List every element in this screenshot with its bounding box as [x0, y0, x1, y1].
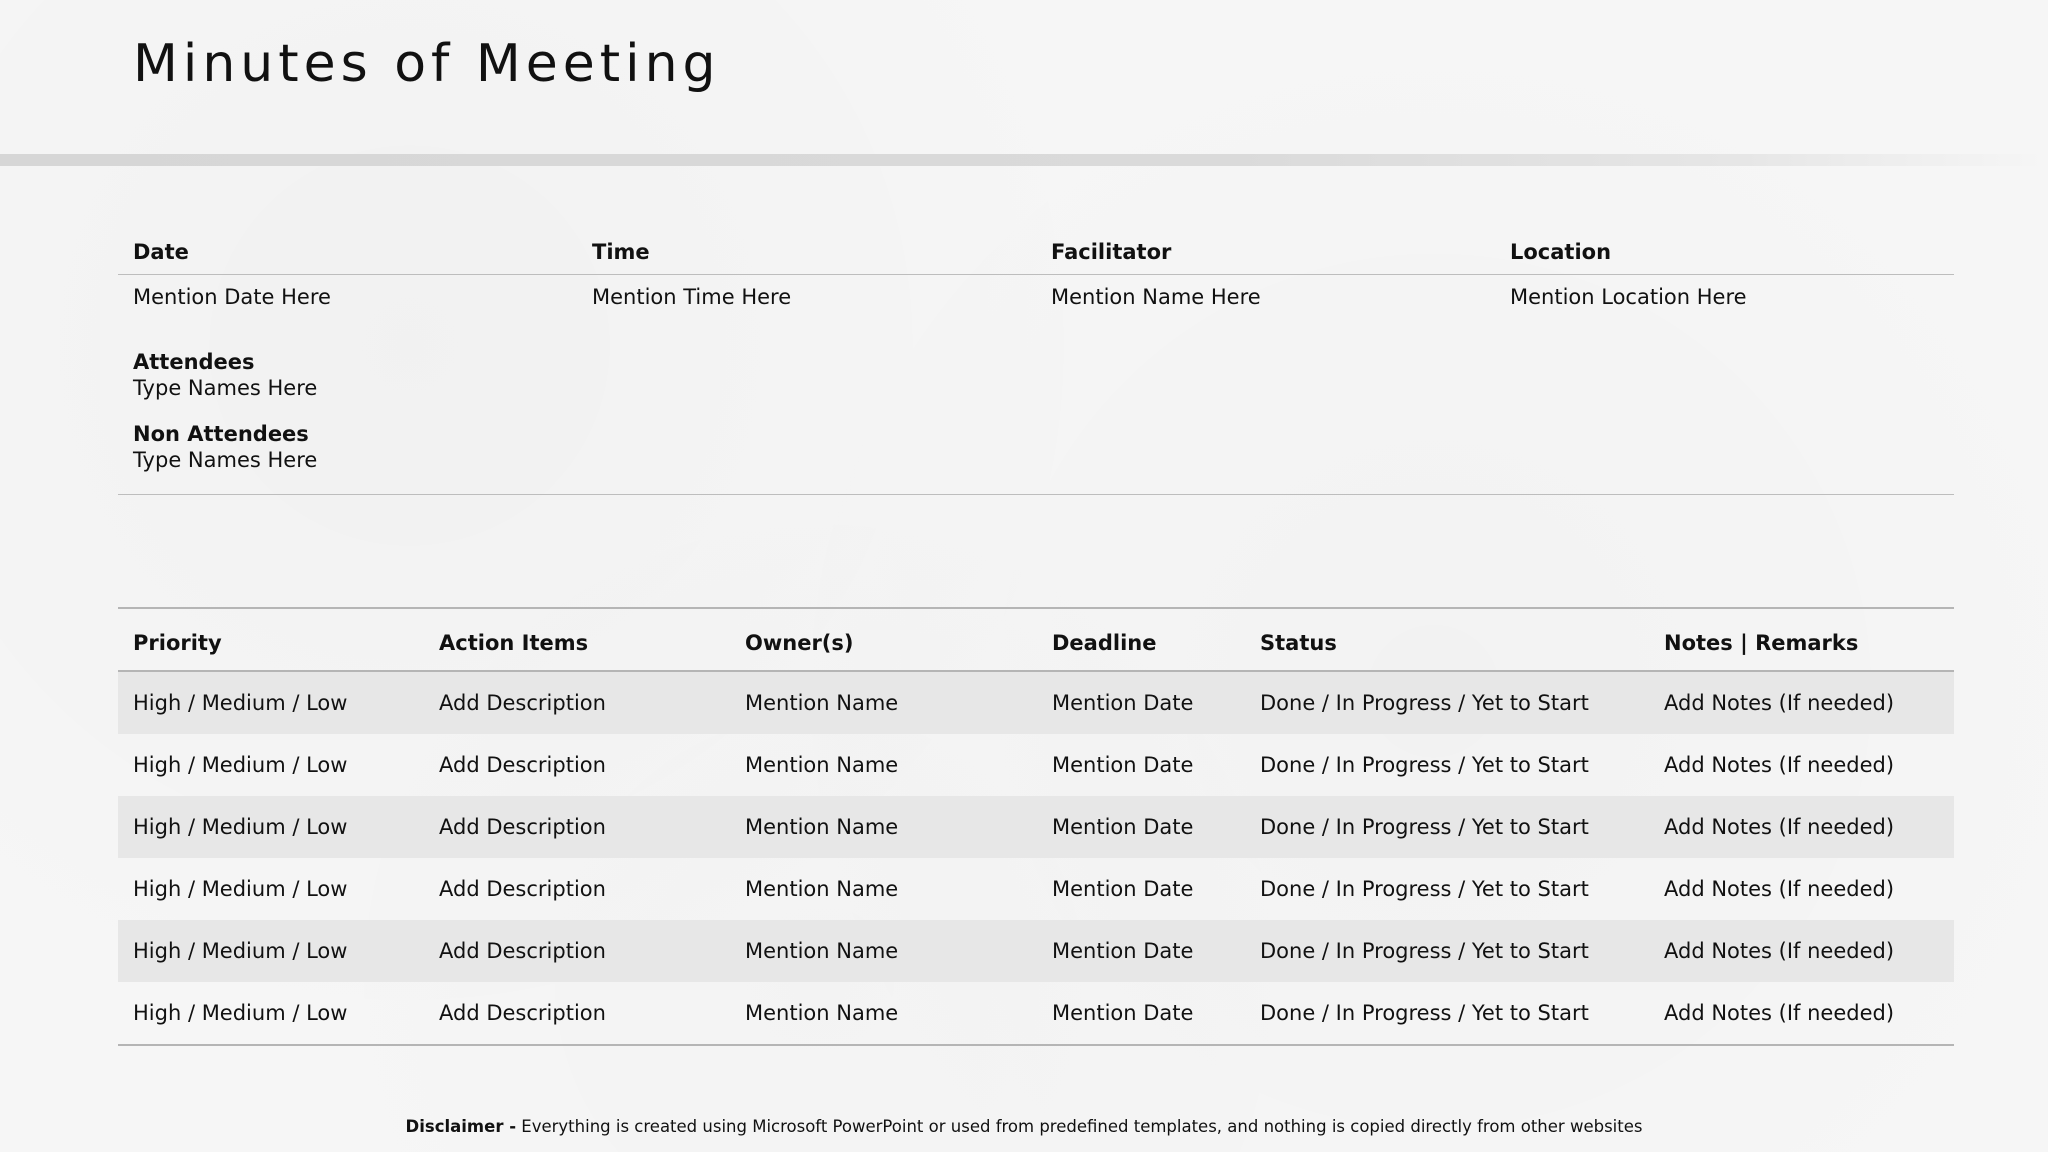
cell-owner[interactable]: Mention Name — [745, 1001, 899, 1025]
cell-notes[interactable]: Add Notes (If needed) — [1664, 815, 1895, 839]
table-row — [118, 920, 1954, 982]
cell-action-item[interactable]: Add Description — [439, 815, 606, 839]
cell-owner[interactable]: Mention Name — [745, 877, 899, 901]
table-row — [118, 982, 1954, 1044]
cell-status[interactable]: Done / In Progress / Yet to Start — [1260, 1001, 1589, 1025]
cell-deadline[interactable]: Mention Date — [1052, 753, 1194, 777]
cell-notes[interactable]: Add Notes (If needed) — [1664, 1001, 1895, 1025]
disclaimer-text: Everything is created using Microsoft PowerPoint or used from predefined templates, and nothing is copied directly from other websites — [521, 1117, 1643, 1136]
cell-action-item[interactable]: Add Description — [439, 753, 606, 777]
cell-deadline[interactable]: Mention Date — [1052, 815, 1194, 839]
info-value-date[interactable]: Mention Date Here — [133, 285, 331, 309]
cell-action-item[interactable]: Add Description — [439, 1001, 606, 1025]
cell-priority[interactable]: High / Medium / Low — [133, 691, 348, 715]
title-divider — [0, 154, 2048, 166]
cell-deadline[interactable]: Mention Date — [1052, 939, 1194, 963]
info-divider — [118, 494, 1954, 495]
cell-notes[interactable]: Add Notes (If needed) — [1664, 939, 1895, 963]
cell-status[interactable]: Done / In Progress / Yet to Start — [1260, 939, 1589, 963]
cell-deadline[interactable]: Mention Date — [1052, 877, 1194, 901]
header-status: Status — [1260, 630, 1337, 655]
cell-deadline[interactable]: Mention Date — [1052, 691, 1194, 715]
attendees-value[interactable]: Type Names Here — [133, 376, 318, 400]
action-items-table — [118, 607, 1954, 1046]
header-owners: Owner(s) — [745, 630, 854, 655]
cell-priority[interactable]: High / Medium / Low — [133, 753, 348, 777]
cell-action-item[interactable]: Add Description — [439, 877, 606, 901]
info-header-facilitator: Facilitator — [1036, 232, 1495, 275]
page-title: Minutes of Meeting — [133, 34, 721, 94]
meeting-info — [118, 232, 1954, 473]
info-value-location[interactable]: Mention Location Here — [1510, 285, 1747, 309]
disclaimer-label: Disclaimer - — [405, 1117, 517, 1136]
cell-deadline[interactable]: Mention Date — [1052, 1001, 1194, 1025]
table-row — [118, 858, 1954, 920]
people-section — [118, 349, 1954, 473]
header-priority: Priority — [133, 630, 222, 655]
info-value-facilitator[interactable]: Mention Name Here — [1051, 285, 1261, 309]
cell-status[interactable]: Done / In Progress / Yet to Start — [1260, 753, 1589, 777]
header-notes-remarks: Notes | Remarks — [1664, 630, 1859, 655]
cell-notes[interactable]: Add Notes (If needed) — [1664, 877, 1895, 901]
header-action-items: Action Items — [439, 630, 589, 655]
attendees-block — [133, 349, 1939, 401]
meeting-info-grid — [118, 232, 1954, 309]
cell-owner[interactable]: Mention Name — [745, 691, 899, 715]
info-value-time[interactable]: Mention Time Here — [592, 285, 792, 309]
cell-status[interactable]: Done / In Progress / Yet to Start — [1260, 691, 1589, 715]
table-row — [118, 796, 1954, 858]
cell-owner[interactable]: Mention Name — [745, 815, 899, 839]
cell-priority[interactable]: High / Medium / Low — [133, 1001, 348, 1025]
info-header-location: Location — [1495, 232, 1954, 275]
cell-owner[interactable]: Mention Name — [745, 753, 899, 777]
non-attendees-block — [133, 421, 1939, 473]
cell-owner[interactable]: Mention Name — [745, 939, 899, 963]
info-header-date: Date — [118, 232, 577, 275]
cell-priority[interactable]: High / Medium / Low — [133, 939, 348, 963]
cell-status[interactable]: Done / In Progress / Yet to Start — [1260, 877, 1589, 901]
info-header-time: Time — [577, 232, 1036, 275]
cell-status[interactable]: Done / In Progress / Yet to Start — [1260, 815, 1589, 839]
attendees-label: Attendees — [133, 350, 255, 374]
header-deadline: Deadline — [1052, 630, 1157, 655]
non-attendees-label: Non Attendees — [133, 422, 309, 446]
cell-notes[interactable]: Add Notes (If needed) — [1664, 753, 1895, 777]
cell-notes[interactable]: Add Notes (If needed) — [1664, 691, 1895, 715]
cell-action-item[interactable]: Add Description — [439, 691, 606, 715]
table-header-row — [118, 609, 1954, 672]
disclaimer — [0, 1117, 2048, 1136]
cell-priority[interactable]: High / Medium / Low — [133, 877, 348, 901]
table-row — [118, 672, 1954, 734]
table-row — [118, 734, 1954, 796]
cell-priority[interactable]: High / Medium / Low — [133, 815, 348, 839]
non-attendees-value[interactable]: Type Names Here — [133, 448, 318, 472]
cell-action-item[interactable]: Add Description — [439, 939, 606, 963]
